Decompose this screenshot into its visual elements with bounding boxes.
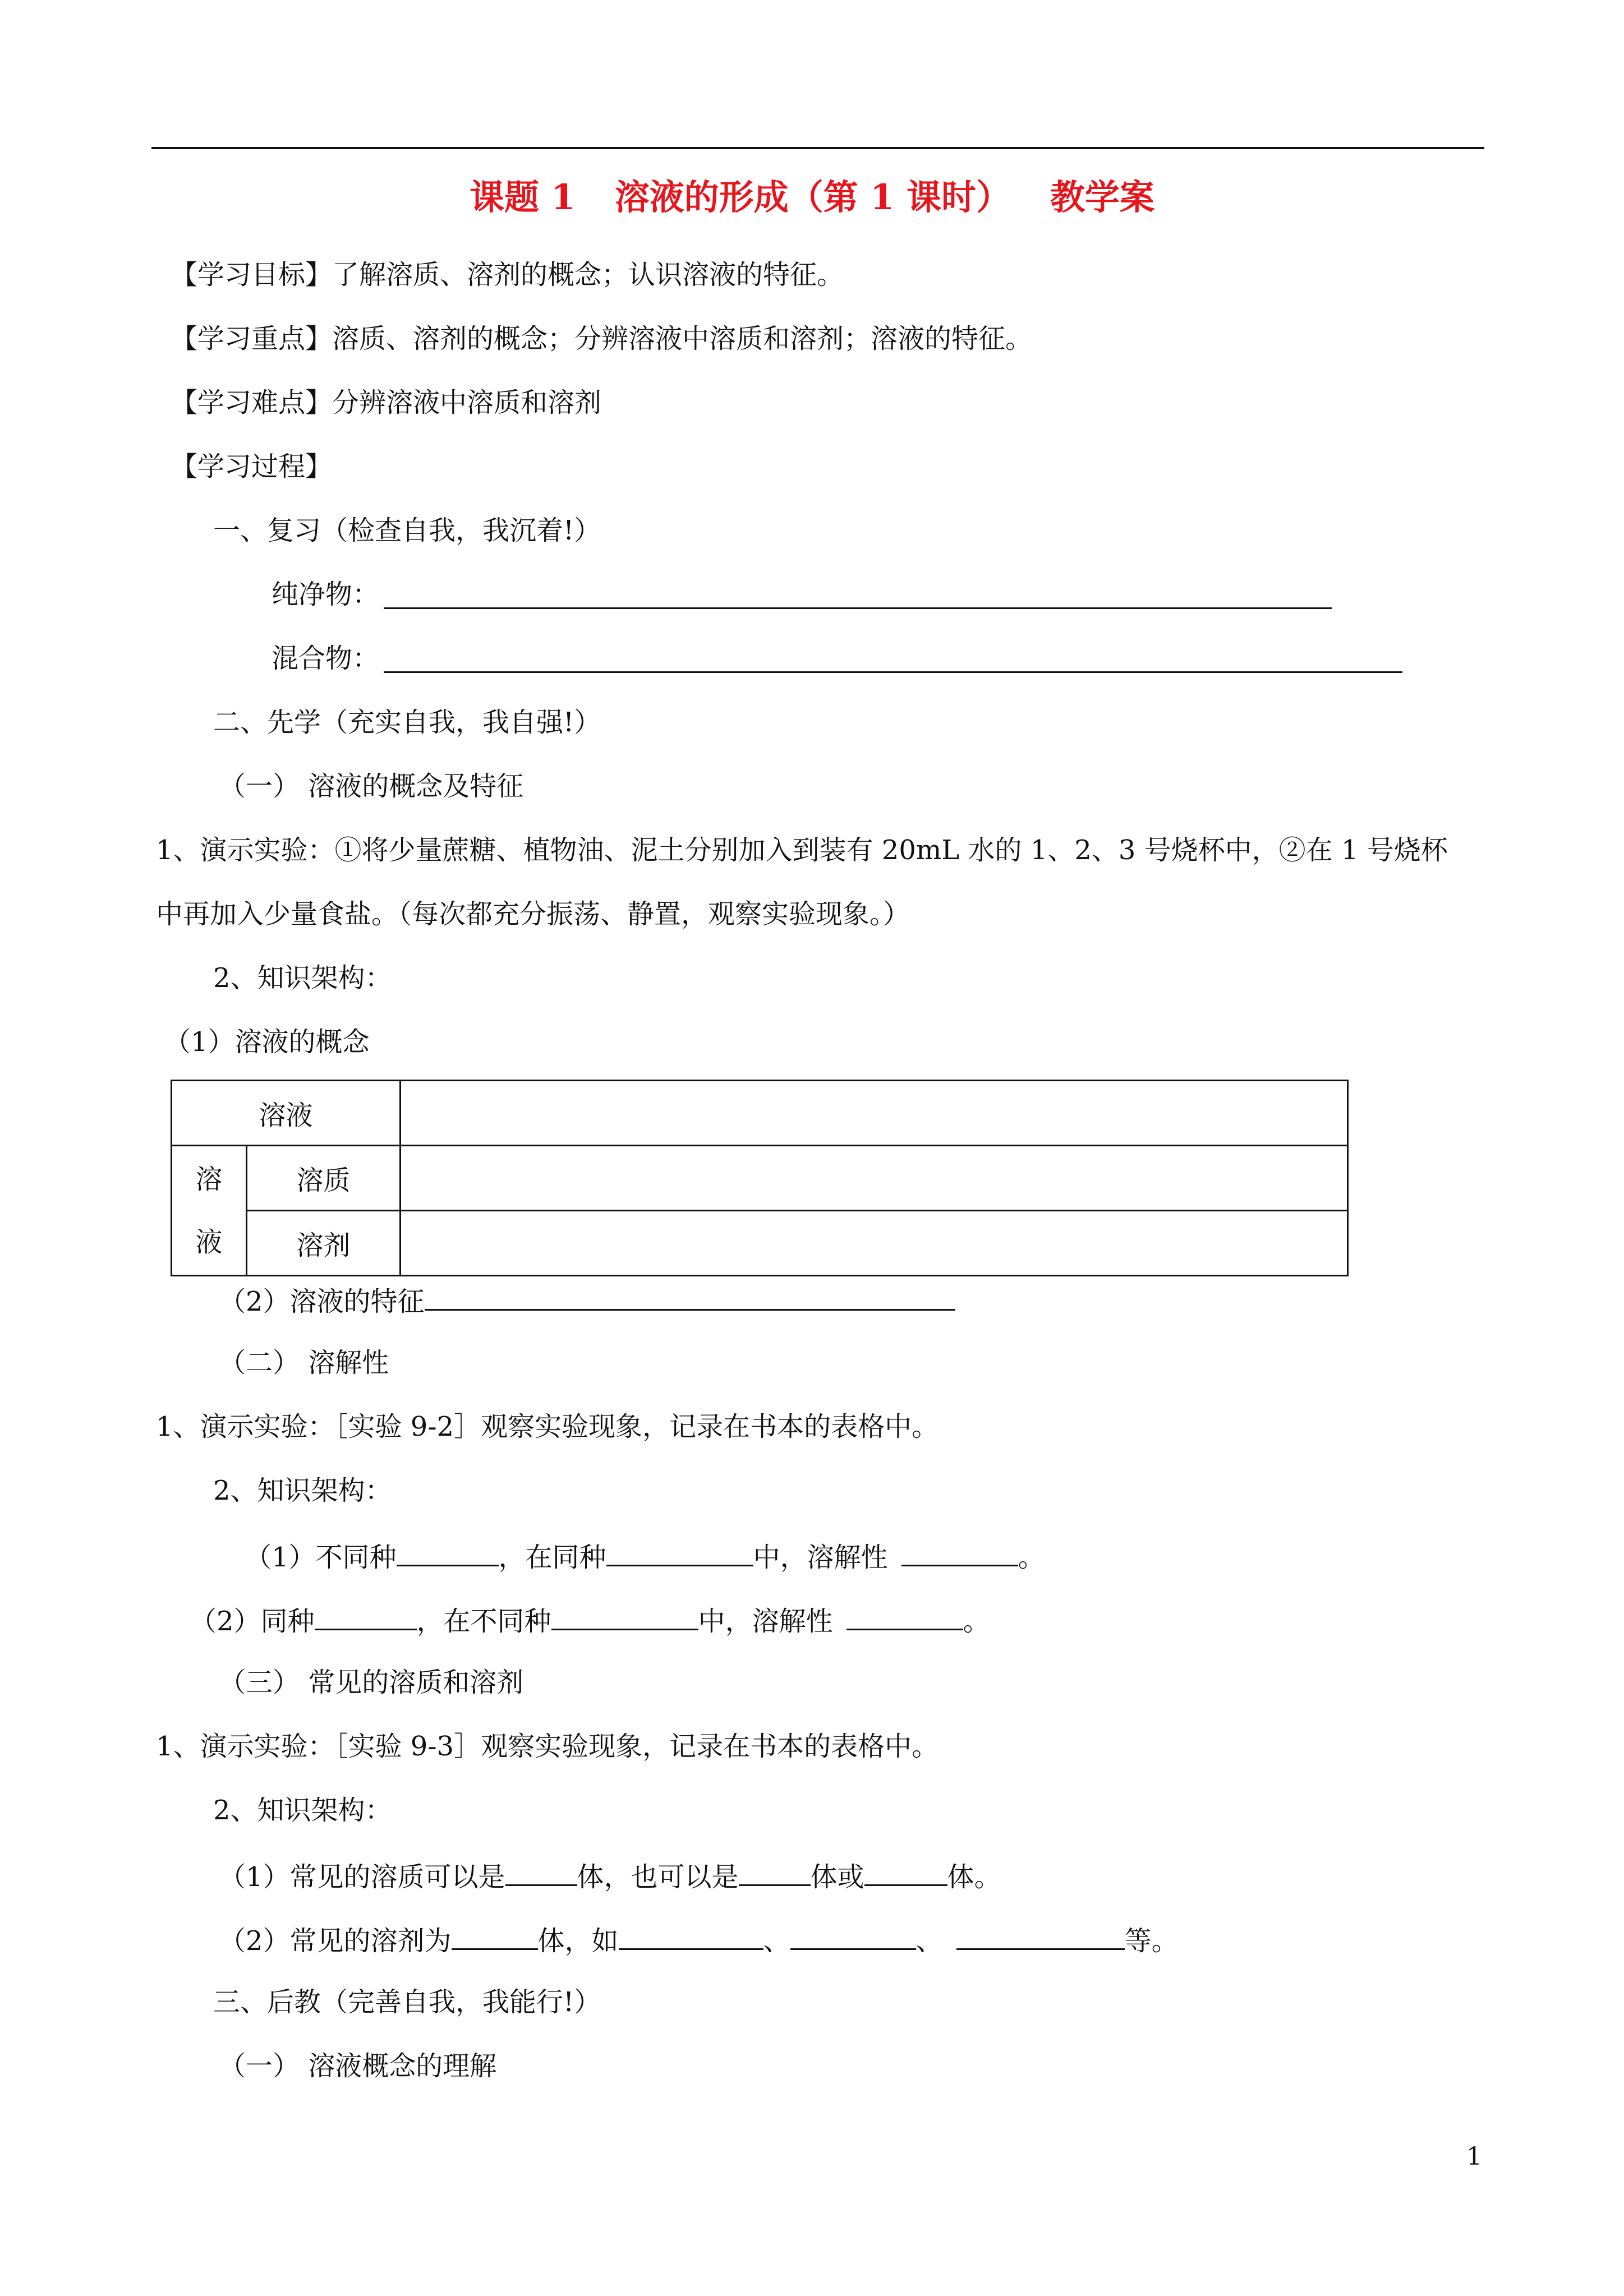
key-point-line <box>171 322 1032 356</box>
common-solute-text-b: 体，也可以是 <box>577 1861 739 1893</box>
objective-text: 了解溶质、溶剂的概念；认识溶液的特征。 <box>332 259 844 291</box>
prelearn-heading: 二、先学（充实自我，我自强!） <box>213 707 601 738</box>
solvent-answer-cell[interactable] <box>401 1211 1348 1276</box>
section-understanding-heading: （一） 溶液概念的理解 <box>219 2050 497 2082</box>
feature-line <box>219 1282 955 1318</box>
solubility-1-blank-a[interactable] <box>397 1538 499 1566</box>
common-solute-text-a: （1）常见的溶质可以是 <box>219 1861 505 1893</box>
solubility-1-blank-c[interactable] <box>901 1538 1018 1566</box>
title-topic: 溶液的形成（第 1 课时） <box>614 177 1011 218</box>
solution-concept-table <box>171 1080 1349 1276</box>
solubility-1-text-d: 。 <box>1018 1542 1045 1573</box>
pure-substance-label: 纯净物： <box>272 579 380 610</box>
title-lesson: 课题 1 <box>469 177 576 218</box>
key-point-text: 溶质、溶剂的概念；分辨溶液中溶质和溶剂；溶液的特征。 <box>332 323 1033 354</box>
common-solute-item <box>219 1857 1001 1894</box>
difficulty-label: 【学习难点】 <box>171 387 333 418</box>
header-rule <box>151 147 1484 149</box>
common-solvent-text-c: 、 <box>763 1925 790 1957</box>
side-char-top: 溶 <box>195 1163 223 1195</box>
solubility-1-text-b: ，在同种 <box>498 1542 606 1573</box>
concept-label: （1）溶液的概念 <box>164 1026 370 1058</box>
solubility-1-blank-b[interactable] <box>606 1538 753 1566</box>
solute-answer-cell[interactable] <box>401 1146 1348 1211</box>
common-solvent-blank-b[interactable] <box>619 1921 763 1950</box>
common-solvent-text-e: 等。 <box>1124 1925 1179 1957</box>
review-heading: 一、复习（检查自我，我沉着!） <box>213 515 601 546</box>
common-solute-blank-b[interactable] <box>739 1857 811 1886</box>
common-solute-blank-a[interactable] <box>505 1857 577 1886</box>
solution-answer-cell[interactable] <box>401 1081 1348 1146</box>
solubility-2-blank-a[interactable] <box>315 1602 417 1630</box>
pure-substance-blank <box>384 607 1332 609</box>
demo-2: 1、演示实验：［实验 9-2］观察实验现象，记录在书本的表格中。 <box>156 1411 939 1442</box>
feature-label: （2）溶液的特征 <box>219 1286 425 1317</box>
demo-1-line1: 1、演示实验：①将少量蔗糖、植物油、泥土分别加入到装有 20mL 水的 1、2、3 号烧杯中，②在 1 号烧杯 <box>156 835 1448 866</box>
solubility-2-blank-c[interactable] <box>846 1602 963 1630</box>
solution-side-cell <box>172 1146 247 1276</box>
title-type: 教学案 <box>1050 177 1155 218</box>
solubility-1-text-c: 中，溶解性 <box>753 1542 888 1573</box>
solubility-2-text-a: （2）同种 <box>190 1606 315 1637</box>
difficulty-line <box>171 386 601 419</box>
page-title <box>0 175 1624 220</box>
solubility-2-text-c: 中，溶解性 <box>698 1606 833 1637</box>
solubility-2-blank-b[interactable] <box>551 1602 698 1630</box>
mixture-label: 混合物： <box>272 643 380 674</box>
demo-1-line2: 中再加入少量食盐。（每次都充分振荡、静置，观察实验现象。） <box>156 898 910 930</box>
objective-label: 【学习目标】 <box>171 259 333 291</box>
common-solute-text-c: 体或 <box>810 1861 864 1893</box>
solute-cell: 溶质 <box>247 1146 401 1211</box>
mixture-blank <box>384 671 1402 673</box>
solubility-2-text-b: ，在不同种 <box>416 1606 551 1637</box>
section-concept-heading: （一） 溶液的概念及特征 <box>219 771 524 802</box>
solubility-1-text-a: （1）不同种 <box>245 1542 397 1573</box>
feature-blank[interactable] <box>425 1282 955 1311</box>
common-solvent-blank-a[interactable] <box>452 1921 538 1950</box>
framework-1-label: 2、知识架构： <box>213 962 392 994</box>
common-solute-text-d: 体。 <box>947 1861 1001 1893</box>
key-point-label: 【学习重点】 <box>171 323 333 354</box>
section-solubility-heading: （二） 溶解性 <box>219 1347 389 1378</box>
framework-3-label: 2、知识架构： <box>213 1795 392 1826</box>
section-common-heading: （三） 常见的溶质和溶剂 <box>219 1667 524 1698</box>
common-solvent-text-d: 、 <box>915 1925 943 1957</box>
solution-cell: 溶液 <box>172 1081 401 1146</box>
framework-2-label: 2、知识架构： <box>213 1475 392 1506</box>
demo-3: 1、演示实验：［实验 9-3］观察实验现象，记录在书本的表格中。 <box>156 1731 939 1762</box>
common-solute-blank-c[interactable] <box>864 1857 947 1886</box>
common-solvent-text-a: （2）常见的溶剂为 <box>219 1925 452 1957</box>
solubility-2-text-d: 。 <box>963 1606 990 1637</box>
difficulty-text: 分辨溶液中溶质和溶剂 <box>332 387 602 418</box>
solubility-item-1 <box>245 1538 1045 1574</box>
process-label: 【学习过程】 <box>171 451 333 482</box>
page-number: 1 <box>1466 2142 1482 2171</box>
side-char-bottom: 液 <box>195 1226 223 1258</box>
objective-line <box>171 258 844 292</box>
common-solvent-blank-c[interactable] <box>790 1921 916 1950</box>
solvent-cell: 溶剂 <box>247 1211 401 1276</box>
common-solvent-text-b: 体，如 <box>537 1925 619 1957</box>
common-solvent-item <box>219 1921 1179 1958</box>
solubility-item-2 <box>190 1602 990 1638</box>
common-solvent-blank-d[interactable] <box>956 1921 1125 1950</box>
postteach-heading: 三、后教（完善自我，我能行!） <box>213 1986 601 2018</box>
